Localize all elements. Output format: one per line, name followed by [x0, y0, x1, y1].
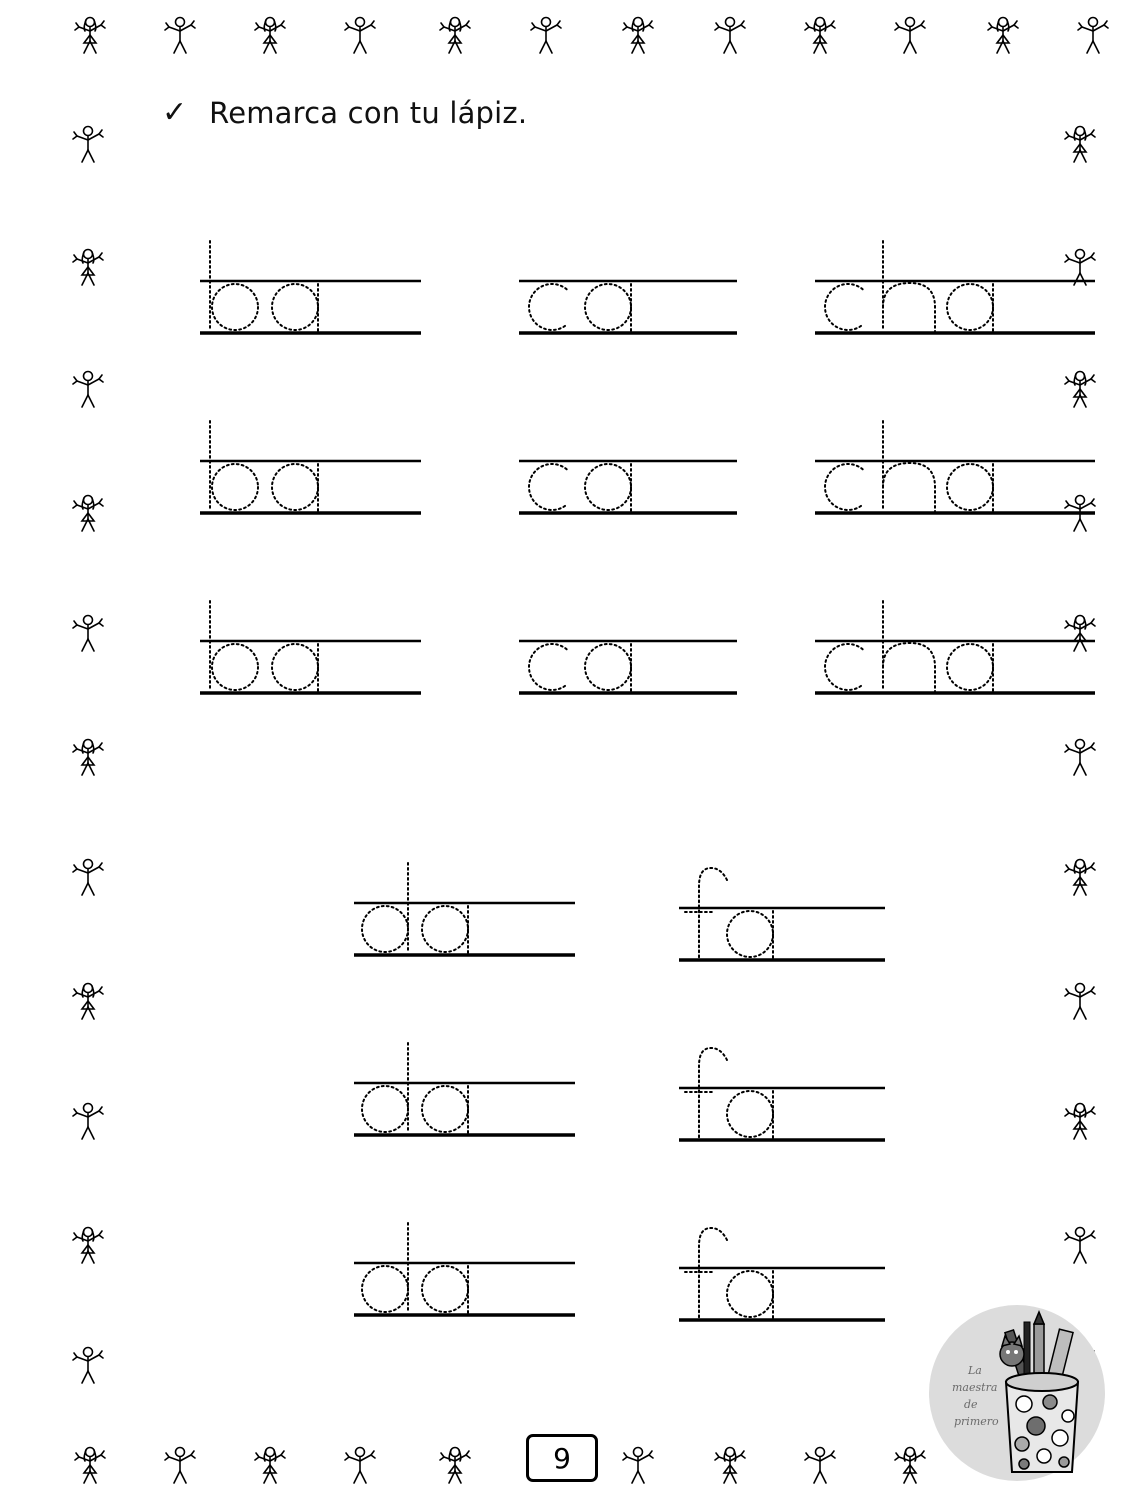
letter-f	[685, 868, 727, 958]
tracing-word-fa-3	[679, 1228, 885, 1320]
letter-c	[825, 644, 863, 690]
letter-b	[210, 241, 258, 331]
letter-d	[362, 1223, 408, 1313]
letter-h	[883, 241, 935, 331]
tracing-word-cha-1	[815, 241, 1095, 333]
letter-a	[727, 1271, 773, 1318]
tracing-word-cha-2	[815, 421, 1095, 513]
pencil-cup-icon	[1000, 1312, 1078, 1472]
letter-a	[272, 464, 318, 511]
letter-h	[883, 421, 935, 511]
tracing-word-cha-3	[815, 601, 1095, 693]
letter-h	[883, 601, 935, 691]
check-icon: ✓	[162, 95, 188, 130]
tracing-word-da-1	[354, 863, 575, 955]
letter-a	[947, 284, 993, 331]
tracing-word-ca-2	[519, 461, 737, 513]
letter-a	[422, 1086, 468, 1133]
letter-b	[210, 601, 258, 691]
letter-a	[422, 906, 468, 953]
letter-c	[825, 464, 863, 510]
letter-d	[362, 1043, 408, 1133]
tracing-word-fa-1	[679, 868, 885, 960]
logo-text-4: primero	[954, 1415, 999, 1428]
letter-c	[529, 464, 567, 510]
letter-b	[210, 421, 258, 511]
tracing-word-da-2	[354, 1043, 575, 1135]
tracing-word-da-3	[354, 1223, 575, 1315]
tracing-word-ca-1	[519, 281, 737, 333]
letter-d	[362, 863, 408, 953]
tracing-word-ba-3	[200, 601, 421, 693]
logo-text-1: La	[968, 1364, 982, 1377]
letter-f	[685, 1228, 727, 1318]
tracing-word-ca-3	[519, 641, 737, 693]
letter-c	[529, 644, 567, 690]
letter-a	[585, 284, 631, 331]
letter-a	[947, 464, 993, 511]
logo-text-3: de	[964, 1398, 978, 1411]
tracing-word-ba-1	[200, 241, 421, 333]
letter-a	[727, 1091, 773, 1138]
letter-f	[685, 1048, 727, 1138]
letter-a	[422, 1266, 468, 1313]
letter-c	[529, 284, 567, 330]
letter-c	[825, 284, 863, 330]
letter-a	[585, 644, 631, 691]
letter-a	[585, 464, 631, 511]
letter-a	[272, 644, 318, 691]
logo-text-2: maestra	[952, 1381, 998, 1394]
logo	[928, 1304, 1108, 1484]
page-number: 9	[526, 1434, 598, 1482]
tracing-word-fa-2	[679, 1048, 885, 1140]
instruction-text: Remarca con tu lápiz.	[209, 96, 528, 130]
tracing-word-ba-2	[200, 421, 421, 513]
letter-a	[727, 911, 773, 958]
letter-a	[272, 284, 318, 331]
letter-a	[947, 644, 993, 691]
